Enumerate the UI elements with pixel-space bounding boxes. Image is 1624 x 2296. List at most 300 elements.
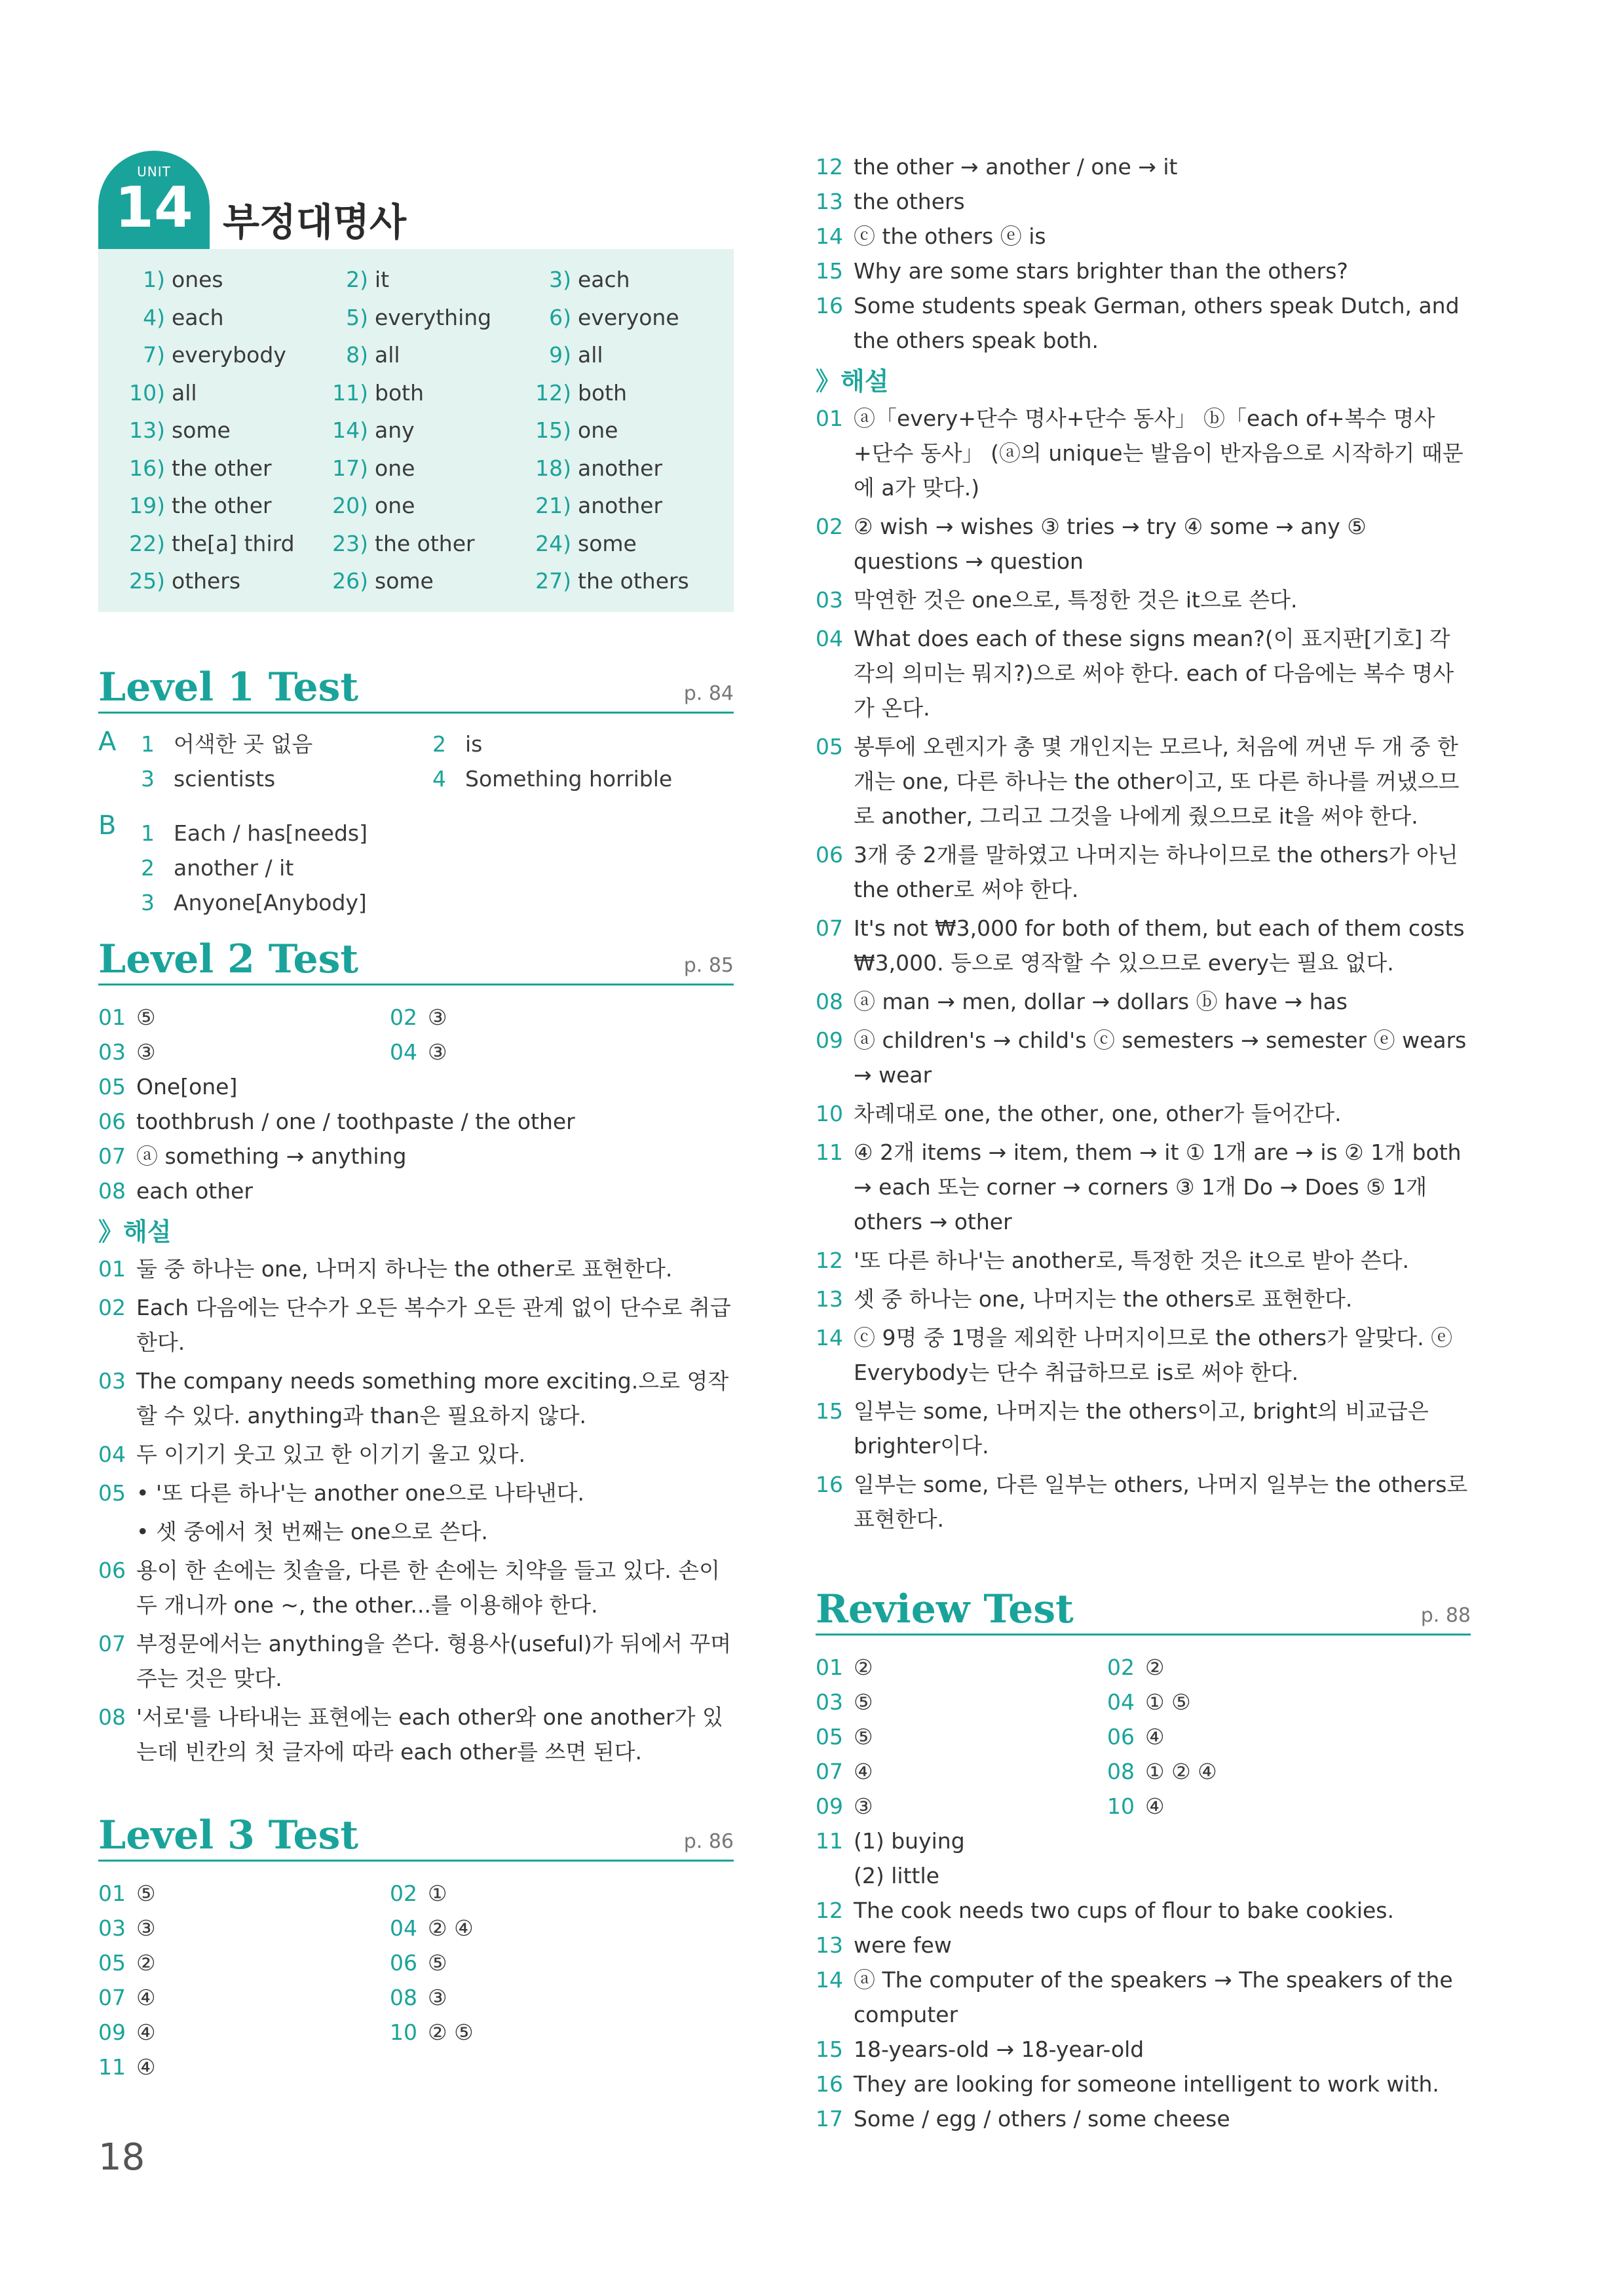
answer-item bbox=[816, 2067, 1471, 2101]
answer-pair-row bbox=[98, 1000, 734, 1035]
item-answer: ① bbox=[428, 1880, 447, 1906]
unit-badge bbox=[98, 151, 210, 249]
answer-cell bbox=[124, 380, 328, 406]
answer-text: the other bbox=[375, 530, 475, 556]
item-number: 08 bbox=[98, 1704, 126, 1730]
level2-title: Level 2 Test bbox=[98, 936, 359, 982]
answer-number: 27) bbox=[535, 568, 571, 594]
answer-number: 26) bbox=[332, 568, 368, 594]
answer-cell bbox=[328, 568, 531, 594]
item-number: 15 bbox=[816, 258, 843, 284]
answer-number: 22) bbox=[129, 530, 165, 556]
item-answer: another / it bbox=[174, 854, 294, 881]
answer-text: some bbox=[172, 417, 231, 444]
answer-text: all bbox=[172, 379, 197, 406]
item-number: 10 bbox=[390, 2019, 417, 2045]
item-number: 12 bbox=[816, 154, 843, 180]
item-number: 09 bbox=[816, 1027, 843, 1053]
item-number: 08 bbox=[390, 1984, 417, 2010]
answer-item bbox=[816, 149, 1471, 184]
item-number: 06 bbox=[1107, 1724, 1135, 1750]
item-answer: One[one] bbox=[136, 1073, 238, 1100]
answer-text: each bbox=[172, 304, 224, 330]
level3-answers bbox=[98, 1876, 734, 2084]
answer-pair bbox=[1107, 1789, 1165, 1824]
answer-number: 7) bbox=[143, 342, 165, 368]
answer-number: 23) bbox=[332, 530, 368, 556]
answer-item bbox=[98, 1139, 734, 1174]
item-answer: The cook needs two cups of flour to bake cookies. bbox=[854, 1898, 1394, 1923]
answer-item bbox=[816, 184, 1471, 219]
item-number: 02 bbox=[816, 514, 843, 539]
answer-text: everything bbox=[375, 304, 492, 330]
answer-text: one bbox=[375, 455, 415, 481]
answer-pair-row bbox=[98, 2015, 734, 2050]
answer-item bbox=[816, 288, 1471, 358]
item-number: 11 bbox=[816, 1828, 843, 1854]
answer-cell bbox=[531, 417, 734, 443]
item-number: 03 bbox=[98, 1039, 126, 1065]
item-answer: ⓐ something → anything bbox=[136, 1143, 407, 1169]
explanation-item bbox=[816, 1023, 1471, 1092]
explanation-item bbox=[98, 1476, 734, 1510]
explanation-text: 용이 한 손에는 칫솔을, 다른 한 손에는 치약을 들고 있다. 손이 두 개니까 one ~, the other...를 이용해야 한다. bbox=[136, 1557, 720, 1618]
explanation-text: 차례대로 one, the other, one, other가 들어간다. bbox=[854, 1101, 1342, 1126]
answer-number: 17) bbox=[332, 455, 368, 481]
answer-text: any bbox=[375, 417, 415, 444]
item-answer: ④ bbox=[136, 2054, 156, 2080]
answer-row bbox=[124, 374, 734, 412]
unit-header bbox=[98, 151, 734, 249]
item-number: 14 bbox=[816, 1967, 843, 1993]
answer-pair-row bbox=[816, 1789, 1471, 1824]
item-number: 09 bbox=[98, 2019, 126, 2045]
item-answer: ⑤ bbox=[136, 1880, 156, 1906]
item-number: 03 bbox=[816, 587, 843, 613]
explanation-text: ⓐ man → men, dollar → dollars ⓑ have → has bbox=[854, 989, 1348, 1014]
explanation-text: It's not ₩3,000 for both of them, but each of them costs ₩3,000. 등으로 영작할 수 있으므로 every는 필요 없다. bbox=[854, 915, 1465, 976]
answer-number: 24) bbox=[535, 530, 571, 556]
answer-pair-row bbox=[816, 1685, 1471, 1719]
item-number: 11 bbox=[98, 2054, 126, 2080]
level1-b-item bbox=[141, 851, 293, 885]
answer-pair bbox=[390, 1035, 447, 1069]
answer-pair-row bbox=[98, 1876, 734, 1911]
answer-number: 1) bbox=[143, 267, 165, 293]
item-number: 06 bbox=[390, 1949, 417, 1976]
item-number: 3 bbox=[141, 765, 155, 792]
answer-pair bbox=[390, 1876, 447, 1911]
answer-cell bbox=[124, 455, 328, 481]
explanation-item bbox=[816, 1467, 1471, 1537]
item-number: 15 bbox=[816, 2037, 843, 2062]
answer-pair bbox=[1107, 1650, 1165, 1685]
answer-cell bbox=[531, 380, 734, 406]
item-answer: ② bbox=[1145, 1655, 1165, 1680]
item-number: 05 bbox=[98, 1949, 126, 1976]
explanation-text: • '또 다른 하나'는 another one으로 나타낸다. bbox=[136, 1480, 585, 1506]
answer-text: each bbox=[578, 267, 630, 293]
explanation-text: 셋 중 하나는 one, 나머지는 the others로 표현한다. bbox=[854, 1286, 1353, 1312]
explanation-text: ⓐ「every+단수 명사+단수 동사」 ⓑ「each of+복수 명사+단수 동사」 (ⓐ의 unique는 발음이 반자음으로 시작하기 때문에 a가 맞다.) bbox=[854, 406, 1463, 501]
explanation-item bbox=[816, 837, 1471, 907]
explanation-item bbox=[98, 1514, 734, 1549]
explanation-item bbox=[816, 1243, 1471, 1278]
item-number: 15 bbox=[816, 1398, 843, 1424]
item-number: 02 bbox=[390, 1004, 417, 1030]
level3-continued bbox=[816, 149, 1471, 1537]
answer-pair bbox=[98, 1945, 156, 1980]
item-number: 03 bbox=[98, 1915, 126, 1941]
item-answer: ④ bbox=[1145, 1724, 1165, 1750]
level1-a-item bbox=[432, 761, 672, 796]
answer-pair bbox=[390, 1945, 447, 1980]
answer-cell bbox=[531, 455, 734, 481]
answer-item bbox=[816, 2101, 1471, 2136]
answer-number: 20) bbox=[332, 493, 368, 519]
item-answer: ② bbox=[854, 1655, 873, 1680]
item-number: 2 bbox=[432, 731, 446, 757]
explanation-item bbox=[816, 1394, 1471, 1463]
explanation-text: ④ 2개 items → item, them → it ① 1개 are → is ② 1개 both → each 또는 corner → corners ③ 1개 Do → Does ⑤ 1개 others → other bbox=[854, 1139, 1462, 1234]
explanation-item bbox=[816, 583, 1471, 617]
item-number: 10 bbox=[1107, 1793, 1135, 1819]
answer-pair bbox=[390, 2015, 474, 2050]
item-answer: the others bbox=[854, 189, 965, 214]
item-answer: ⑤ bbox=[854, 1724, 873, 1750]
answer-pair bbox=[98, 1035, 156, 1069]
item-number: 05 bbox=[98, 1480, 126, 1506]
answer-text: both bbox=[375, 379, 424, 406]
answer-number: 9) bbox=[549, 342, 571, 368]
explanation-text: '또 다른 하나'는 another로, 특정한 것은 it으로 받아 쓴다. bbox=[854, 1248, 1410, 1273]
item-answer: ⑤ bbox=[136, 1004, 156, 1030]
explanation-item bbox=[816, 1135, 1471, 1239]
item-number: 07 bbox=[816, 1759, 843, 1784]
item-number: 14 bbox=[816, 223, 843, 249]
answer-pair bbox=[816, 1754, 873, 1789]
answer-pair bbox=[98, 1911, 156, 1945]
item-number: 10 bbox=[816, 1101, 843, 1126]
answer-number: 19) bbox=[129, 493, 165, 519]
item-number: 12 bbox=[816, 1248, 843, 1273]
answer-number: 10) bbox=[129, 379, 165, 406]
answer-cell bbox=[328, 455, 531, 481]
explanation-item bbox=[98, 1700, 734, 1769]
item-answer: ② ⑤ bbox=[428, 2019, 474, 2045]
item-number: 07 bbox=[98, 1984, 126, 2010]
level2-heading bbox=[98, 936, 734, 985]
item-number: 07 bbox=[98, 1630, 126, 1656]
answer-number: 4) bbox=[143, 304, 165, 330]
explanation-heading: 》해설 bbox=[816, 367, 889, 396]
item-answer: ③ bbox=[428, 1039, 447, 1065]
answer-text: the others bbox=[578, 568, 689, 594]
answer-number: 2) bbox=[346, 267, 368, 293]
item-answer: scientists bbox=[174, 765, 276, 792]
item-number: 02 bbox=[98, 1294, 126, 1320]
answer-cell bbox=[124, 305, 328, 330]
answer-pair bbox=[390, 1000, 447, 1035]
answer-row bbox=[124, 261, 734, 299]
level1-heading bbox=[98, 664, 734, 714]
answer-pair-row bbox=[98, 1911, 734, 1945]
item-number: 09 bbox=[816, 1793, 843, 1819]
item-answer: Some students speak German, others speak Dutch, and the others speak both. bbox=[854, 293, 1460, 353]
explanation-item bbox=[98, 1252, 734, 1286]
unit-title: 부정대명사 bbox=[223, 200, 407, 244]
item-answer: ⑤ bbox=[428, 1949, 447, 1976]
item-answer: toothbrush / one / toothpaste / the other bbox=[136, 1108, 575, 1134]
level1-b-item bbox=[141, 816, 368, 851]
item-answer: Why are some stars brighter than the others? bbox=[854, 258, 1348, 284]
answer-item bbox=[816, 219, 1471, 254]
explanation-text: 두 이기기 웃고 있고 한 이기기 울고 있다. bbox=[136, 1441, 525, 1467]
answer-text: another bbox=[578, 455, 663, 481]
item-number: 13 bbox=[816, 189, 843, 214]
answer-text: the[a] third bbox=[172, 530, 295, 556]
explanation-text: The company needs something more exciting.으로 영작할 수 있다. anything과 than은 필요하지 않다. bbox=[136, 1368, 729, 1428]
explanation-text: ⓐ children's → child's ⓒ semesters → semester ⓔ wears → wear bbox=[854, 1027, 1467, 1088]
explanation-text: 봉투에 오렌지가 총 몇 개인지는 모르나, 처음에 꺼낸 두 개 중 한 개는 one, 다른 하나는 the other이고, 또 다른 하나를 꺼냈으므로 another, 그리고 그것을 나에게 줬으므로 it을 써야 한다. bbox=[854, 734, 1460, 829]
level3-title: Level 3 Test bbox=[98, 1812, 359, 1858]
answer-cell bbox=[124, 342, 328, 368]
answer-row bbox=[124, 487, 734, 525]
answer-cell bbox=[124, 493, 328, 518]
answer-text: everybody bbox=[172, 342, 286, 368]
answer-cell bbox=[328, 493, 531, 518]
item-answer: ② bbox=[136, 1949, 156, 1976]
explanation-text: • 셋 중에서 첫 번째는 one으로 쓴다. bbox=[136, 1518, 488, 1544]
answer-item bbox=[816, 1824, 1471, 1858]
explanation-item bbox=[816, 1282, 1471, 1316]
answer-cell bbox=[328, 531, 531, 556]
page-number: 18 bbox=[98, 2136, 145, 2179]
explanation-heading: 》해설 bbox=[98, 1217, 172, 1246]
answer-pair bbox=[98, 1980, 156, 2015]
item-number: 03 bbox=[98, 1368, 126, 1394]
answer-row bbox=[124, 411, 734, 450]
item-number: 01 bbox=[98, 1004, 126, 1030]
answer-cell bbox=[531, 531, 734, 556]
answer-text: some bbox=[578, 530, 637, 556]
explanation-item bbox=[816, 509, 1471, 579]
answer-pair bbox=[816, 1789, 873, 1824]
item-answer: 어색한 곳 없음 bbox=[174, 731, 313, 757]
item-number: 07 bbox=[816, 915, 843, 941]
answer-pair-row bbox=[816, 1650, 1471, 1685]
level1-a-label: A bbox=[98, 726, 117, 757]
answer-cell bbox=[531, 267, 734, 292]
answer-cell bbox=[124, 531, 328, 556]
answer-item bbox=[98, 1069, 734, 1104]
answer-item bbox=[98, 1104, 734, 1139]
answer-cell bbox=[531, 305, 734, 330]
item-number: 04 bbox=[1107, 1689, 1135, 1715]
explanation-item bbox=[816, 621, 1471, 725]
answer-row bbox=[124, 450, 734, 488]
explanation-item bbox=[98, 1364, 734, 1433]
level1-a-item bbox=[432, 727, 482, 761]
answer-cell bbox=[124, 417, 328, 443]
answer-number: 13) bbox=[129, 417, 165, 444]
item-number: 06 bbox=[98, 1557, 126, 1583]
answer-pair bbox=[98, 2050, 156, 2084]
item-answer: ③ bbox=[428, 1004, 447, 1030]
item-answer: ④ bbox=[1145, 1793, 1165, 1819]
answer-item bbox=[816, 1928, 1471, 1962]
item-answer: 18-years-old → 18-year-old bbox=[854, 2037, 1144, 2062]
answer-text: ones bbox=[172, 267, 223, 293]
answer-text: all bbox=[375, 342, 400, 368]
explanation-text: 부정문에서는 anything을 쓴다. 형용사(useful)가 뒤에서 꾸며주는 것은 맞다. bbox=[136, 1630, 732, 1691]
answer-pair bbox=[98, 2015, 156, 2050]
item-answer: ① ② ④ bbox=[1145, 1759, 1217, 1784]
item-answer: ① ⑤ bbox=[1145, 1689, 1191, 1715]
explanation-item bbox=[98, 1553, 734, 1622]
answer-pair bbox=[1107, 1685, 1191, 1719]
explanation-text: ② wish → wishes ③ tries → try ④ some → any ⑤ questions → question bbox=[854, 514, 1367, 574]
answer-pair bbox=[98, 1000, 156, 1035]
explanation-text: 둘 중 하나는 one, 나머지 하나는 the other로 표현한다. bbox=[136, 1255, 673, 1282]
item-number: 05 bbox=[816, 1724, 843, 1750]
answer-pair-row bbox=[98, 1035, 734, 1069]
item-answer: ② ④ bbox=[428, 1915, 474, 1941]
item-answer: ③ bbox=[428, 1984, 447, 2010]
level1-a-item bbox=[141, 761, 275, 796]
item-number: 05 bbox=[816, 734, 843, 759]
level2-body bbox=[98, 1000, 734, 1769]
answer-row bbox=[124, 336, 734, 374]
item-answer: They are looking for someone intelligent to work with. bbox=[854, 2071, 1439, 2097]
item-number: 04 bbox=[98, 1441, 126, 1467]
item-answer: (2) little bbox=[854, 1863, 939, 1888]
answer-text: the other bbox=[172, 455, 272, 481]
answer-pair-row bbox=[98, 2050, 734, 2084]
explanation-item bbox=[816, 911, 1471, 980]
answer-cell bbox=[328, 267, 531, 292]
item-number: 4 bbox=[432, 765, 446, 792]
item-number: 2 bbox=[141, 854, 155, 881]
item-number: 01 bbox=[816, 1655, 843, 1680]
item-number: 01 bbox=[98, 1255, 126, 1282]
answer-text: one bbox=[375, 493, 415, 519]
explanation-text: ⓒ 9명 중 1명을 제외한 나머지이므로 the others가 알맞다. ⓔ Everybody는 단수 취급하므로 is로 써야 한다. bbox=[854, 1325, 1453, 1385]
answer-cell bbox=[328, 305, 531, 330]
answer-pair bbox=[1107, 1754, 1217, 1789]
answer-cell bbox=[328, 380, 531, 406]
answer-number: 21) bbox=[535, 493, 571, 519]
answer-cell bbox=[328, 417, 531, 443]
answer-text: all bbox=[578, 342, 603, 368]
item-number: 01 bbox=[816, 406, 843, 431]
item-number bbox=[816, 1858, 854, 1893]
level1-body bbox=[98, 727, 734, 936]
answer-pair bbox=[1107, 1719, 1165, 1754]
answer-pair-row bbox=[98, 1945, 734, 1980]
explanation-text: Each 다음에는 단수가 오든 복수가 오든 관계 없이 단수로 취급한다. bbox=[136, 1294, 731, 1355]
explanation-text: What does each of these signs mean?(이 표지판[기호] 각각의 의미는 뭐지?)으로 써야 한다. each of 다음에는 복수 명사가 온다. bbox=[854, 626, 1454, 721]
answer-item bbox=[816, 1893, 1471, 1928]
item-number: 04 bbox=[390, 1039, 417, 1065]
answer-number: 16) bbox=[129, 455, 165, 481]
review-title: Review Test bbox=[816, 1586, 1074, 1632]
item-answer: ④ bbox=[136, 1984, 156, 2010]
explanation-item bbox=[816, 401, 1471, 505]
item-answer: ⑤ bbox=[854, 1689, 873, 1715]
item-number: 07 bbox=[98, 1143, 126, 1169]
item-number: 16 bbox=[816, 293, 843, 318]
item-answer: ③ bbox=[136, 1039, 156, 1065]
answer-pair bbox=[816, 1650, 873, 1685]
item-number: 06 bbox=[98, 1108, 126, 1134]
level3-heading bbox=[98, 1812, 734, 1862]
answer-item bbox=[98, 1174, 734, 1208]
unit-label: UNIT bbox=[137, 164, 171, 180]
item-answer: Some / egg / others / some cheese bbox=[854, 2106, 1230, 2132]
item-number: 3 bbox=[141, 889, 155, 915]
answer-item bbox=[816, 254, 1471, 288]
answer-pair bbox=[98, 1876, 156, 1911]
explanation-item bbox=[816, 1320, 1471, 1390]
answer-number: 11) bbox=[332, 379, 368, 406]
item-number: 02 bbox=[390, 1880, 417, 1906]
item-number: 1 bbox=[141, 820, 155, 846]
explanation-item bbox=[816, 1096, 1471, 1131]
answer-number: 14) bbox=[332, 417, 368, 444]
answer-cell bbox=[328, 342, 531, 368]
item-answer: ④ bbox=[854, 1759, 873, 1784]
answer-cell bbox=[531, 493, 734, 518]
left-column bbox=[98, 151, 734, 2084]
item-number: 08 bbox=[1107, 1759, 1135, 1784]
answer-row bbox=[124, 525, 734, 563]
answer-text: another bbox=[578, 493, 663, 519]
answer-number: 8) bbox=[346, 342, 368, 368]
answer-text: one bbox=[578, 417, 618, 444]
explanation-text: 일부는 some, 다른 일부는 others, 나머지 일부는 the others로 표현한다. bbox=[854, 1472, 1468, 1532]
explanation-text: 막연한 것은 one으로, 특정한 것은 it으로 쓴다. bbox=[854, 587, 1298, 613]
item-answer: ④ bbox=[136, 2019, 156, 2045]
answer-number: 18) bbox=[535, 455, 571, 481]
answer-text: it bbox=[375, 267, 390, 293]
item-number: 14 bbox=[816, 1325, 843, 1350]
answer-cell bbox=[124, 267, 328, 292]
answer-pair-row bbox=[98, 1980, 734, 2015]
level1-b-item bbox=[141, 885, 367, 920]
item-number: 08 bbox=[816, 989, 843, 1014]
answer-text: everyone bbox=[578, 304, 679, 330]
answer-number: 25) bbox=[129, 568, 165, 594]
answer-number: 15) bbox=[535, 417, 571, 444]
explanation-item bbox=[98, 1290, 734, 1360]
item-number: 06 bbox=[816, 842, 843, 868]
answer-pair-row bbox=[816, 1719, 1471, 1754]
item-answer: were few bbox=[854, 1932, 952, 1958]
item-number: 02 bbox=[1107, 1655, 1135, 1680]
item-answer: (1) buying bbox=[854, 1828, 965, 1854]
review-body bbox=[816, 1650, 1471, 2136]
answer-item bbox=[816, 1962, 1471, 2032]
answer-item bbox=[816, 1858, 1471, 1893]
item-number: 01 bbox=[98, 1880, 126, 1906]
answer-text: some bbox=[375, 568, 434, 594]
item-answer: is bbox=[465, 731, 483, 757]
answer-row bbox=[124, 299, 734, 337]
right-column bbox=[816, 149, 1471, 2136]
answer-key-box bbox=[98, 249, 734, 612]
item-number: 17 bbox=[816, 2106, 843, 2132]
